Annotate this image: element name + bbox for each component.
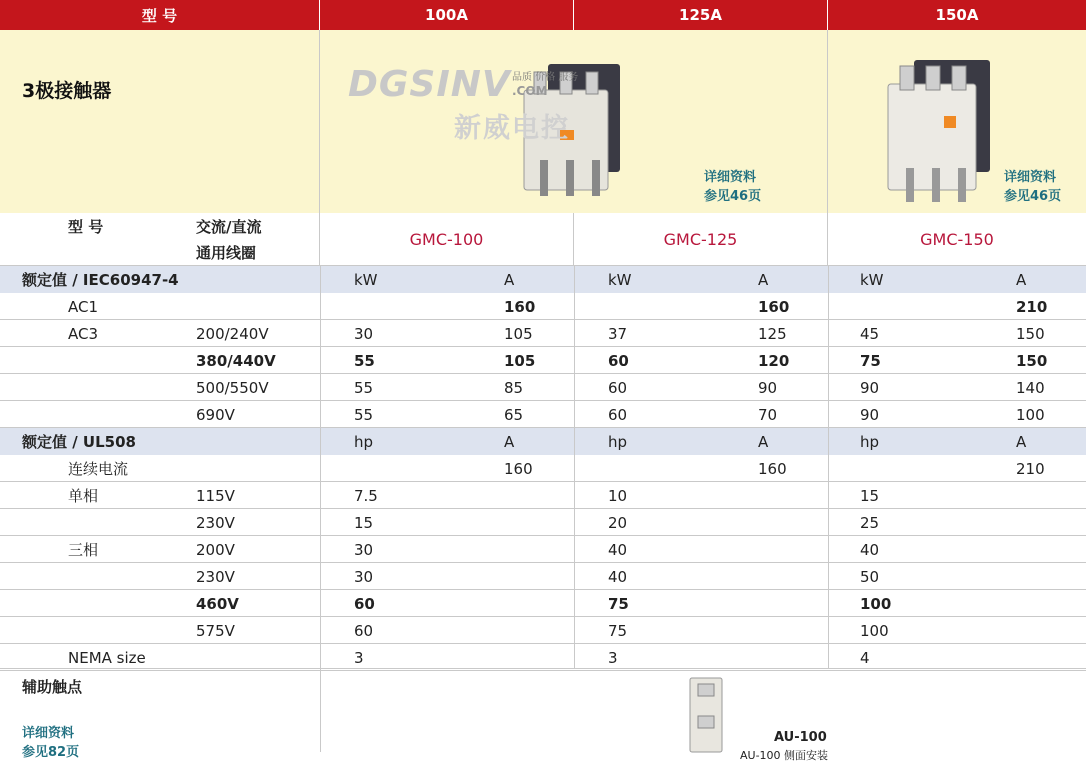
- iec-row-value: 60: [608, 405, 628, 424]
- header-type-label: 型 号: [141, 6, 178, 25]
- model-gmc-125: GMC-125: [574, 213, 828, 266]
- ul-row-label: NEMA size: [68, 648, 146, 667]
- aux-part-subtitle: AU-100 侧面安装: [740, 749, 829, 762]
- iec-row-value: 85: [504, 378, 524, 397]
- table-row: [0, 347, 1086, 374]
- ul-row-voltage: 460V: [196, 594, 239, 613]
- model-gmc-100: GMC-100: [320, 213, 574, 266]
- iec-unit-5: A: [1016, 270, 1027, 289]
- iec-row-value: 100: [1016, 405, 1045, 424]
- iec-row-value: 160: [758, 297, 790, 316]
- iec-row-voltage: 380/440V: [196, 351, 276, 370]
- ul-row-value: 100: [860, 621, 889, 640]
- table-row: [0, 617, 1086, 644]
- ul-row-label: 单相: [68, 487, 99, 505]
- ul-row-voltage: 230V: [196, 513, 235, 532]
- aux-contact-image: [684, 676, 728, 752]
- ul-row-value: 100: [860, 594, 892, 613]
- iec-header-row: [0, 266, 1086, 293]
- detail-link-100-line2: 参见46页: [704, 189, 762, 204]
- detail-link-150[interactable]: [1004, 168, 1061, 206]
- contactor-image-150: [884, 56, 994, 204]
- coil-label-line1: 交流/直流: [196, 218, 262, 236]
- iec-unit-3: A: [758, 270, 769, 289]
- iec-row-value: 75: [860, 351, 881, 370]
- ul-row-value: 10: [608, 486, 628, 505]
- iec-row-value: 140: [1016, 378, 1045, 397]
- table-row: [0, 644, 1086, 671]
- iec-row-value: 45: [860, 324, 880, 343]
- ul-row-value: 40: [608, 540, 628, 559]
- ul-row-value: 40: [860, 540, 880, 559]
- product-title: 3极接触器: [22, 80, 112, 102]
- table-row: [0, 293, 1086, 320]
- ul-row-value: 160: [504, 459, 533, 478]
- iec-row-value: 37: [608, 324, 628, 343]
- ul-row-voltage: 115V: [196, 486, 235, 505]
- ul-unit-0: hp: [354, 432, 374, 451]
- iec-unit-0: kW: [354, 270, 378, 289]
- aux-title: 辅助触点: [22, 678, 83, 696]
- iec-row-value: 90: [758, 378, 778, 397]
- ul-unit-4: hp: [860, 432, 880, 451]
- watermark-tagline: 品质 价格 服务: [512, 72, 579, 83]
- iec-row-voltage: 500/550V: [196, 378, 269, 397]
- iec-row-value: 120: [758, 351, 790, 370]
- header-100a-cell: [320, 0, 574, 30]
- header-type-cell: [0, 0, 320, 30]
- model-label-cell: [0, 213, 320, 266]
- ul-row-value: 7.5: [354, 486, 378, 505]
- ul-row-value: 75: [608, 621, 628, 640]
- header-125a-cell: [574, 0, 828, 30]
- iec-row-value: 125: [758, 324, 787, 343]
- iec-row-voltage: 200/240V: [196, 324, 269, 343]
- iec-row-voltage: 690V: [196, 405, 235, 424]
- table-row: [0, 482, 1086, 509]
- aux-part-number: AU-100: [774, 730, 827, 745]
- iec-row-value: 150: [1016, 351, 1048, 370]
- ul-header-row: [0, 428, 1086, 455]
- ul-row-value: 3: [608, 648, 618, 667]
- ul-unit-3: A: [758, 432, 769, 451]
- table-row: [0, 374, 1086, 401]
- iec-row-value: 90: [860, 378, 880, 397]
- detail-link-100[interactable]: [704, 168, 761, 206]
- iec-row-value: 160: [504, 297, 536, 316]
- ul-row-value: 30: [354, 540, 374, 559]
- table-row: [0, 509, 1086, 536]
- watermark-com: .COM: [512, 84, 548, 98]
- aux-divider: [0, 668, 1086, 669]
- watermark: [348, 64, 511, 105]
- table-row: [0, 320, 1086, 347]
- iec-section-title: 额定值 / IEC60947-4: [22, 271, 179, 289]
- iec-row-value: 105: [504, 351, 536, 370]
- detail-link-150-line1: 详细资料: [1004, 170, 1057, 185]
- ul-row-value: 75: [608, 594, 629, 613]
- ul-row-label: 三相: [68, 541, 99, 559]
- iec-row-value: 70: [758, 405, 778, 424]
- aux-detail-line2: 参见82页: [22, 745, 80, 760]
- header-100a-label: 100A: [425, 6, 468, 24]
- ul-row-value: 50: [860, 567, 880, 586]
- ul-unit-2: hp: [608, 432, 628, 451]
- header-150a-cell: [828, 0, 1086, 30]
- header-125a-label: 125A: [679, 6, 722, 24]
- ul-row-value: 3: [354, 648, 364, 667]
- iec-row-value: 55: [354, 405, 374, 424]
- ul-row-value: 25: [860, 513, 880, 532]
- iec-unit-2: kW: [608, 270, 632, 289]
- ul-unit-1: A: [504, 432, 515, 451]
- header-150a-label: 150A: [935, 6, 979, 24]
- iec-row-value: 210: [1016, 297, 1048, 316]
- ul-row-voltage: 230V: [196, 567, 235, 586]
- iec-row-label: AC1: [68, 297, 99, 316]
- iec-row-value: 90: [860, 405, 880, 424]
- model-gmc-150: GMC-150: [828, 213, 1086, 266]
- iec-row-value: 65: [504, 405, 524, 424]
- iec-unit-4: kW: [860, 270, 884, 289]
- ul-row-value: 60: [354, 594, 375, 613]
- table-row: [0, 455, 1086, 482]
- iec-row-label: AC3: [68, 324, 99, 343]
- ul-row-voltage: 200V: [196, 540, 235, 559]
- iec-row-value: 60: [608, 378, 628, 397]
- col-divider-2: [574, 266, 575, 668]
- watermark-chinese: 新威电控: [454, 113, 570, 144]
- ul-row-value: 40: [608, 567, 628, 586]
- detail-link-150-line2: 参见46页: [1004, 189, 1062, 204]
- iec-row-value: 30: [354, 324, 374, 343]
- ul-row-value: 60: [354, 621, 374, 640]
- hero-title-cell: [0, 30, 320, 213]
- watermark-logo: DGSINV: [348, 64, 511, 105]
- table-row: [0, 563, 1086, 590]
- col-divider-1: [320, 266, 321, 752]
- ul-row-value: 4: [860, 648, 870, 667]
- ul-row-value: 30: [354, 567, 374, 586]
- table-row: [0, 401, 1086, 428]
- ul-section-title: 额定值 / UL508: [22, 433, 136, 451]
- aux-detail-line1: 详细资料: [22, 726, 75, 741]
- model-label: 型 号: [68, 218, 104, 236]
- iec-unit-1: A: [504, 270, 515, 289]
- iec-row-value: 55: [354, 378, 374, 397]
- coil-label-line2: 通用线圈: [196, 244, 257, 262]
- ul-row-value: 160: [758, 459, 787, 478]
- ul-row-value: 20: [608, 513, 628, 532]
- col-divider-3: [828, 266, 829, 668]
- detail-link-100-line1: 详细资料: [704, 170, 757, 185]
- ul-unit-5: A: [1016, 432, 1027, 451]
- ul-row-value: 15: [354, 513, 374, 532]
- iec-row-value: 60: [608, 351, 629, 370]
- ul-row-value: 15: [860, 486, 880, 505]
- table-row: [0, 590, 1086, 617]
- table-row: [0, 536, 1086, 563]
- iec-row-value: 55: [354, 351, 375, 370]
- ul-row-label: 连续电流: [68, 460, 129, 478]
- ul-row-voltage: 575V: [196, 621, 235, 640]
- iec-row-value: 105: [504, 324, 533, 343]
- iec-row-value: 150: [1016, 324, 1045, 343]
- aux-detail-link[interactable]: [22, 724, 79, 762]
- ul-row-value: 210: [1016, 459, 1045, 478]
